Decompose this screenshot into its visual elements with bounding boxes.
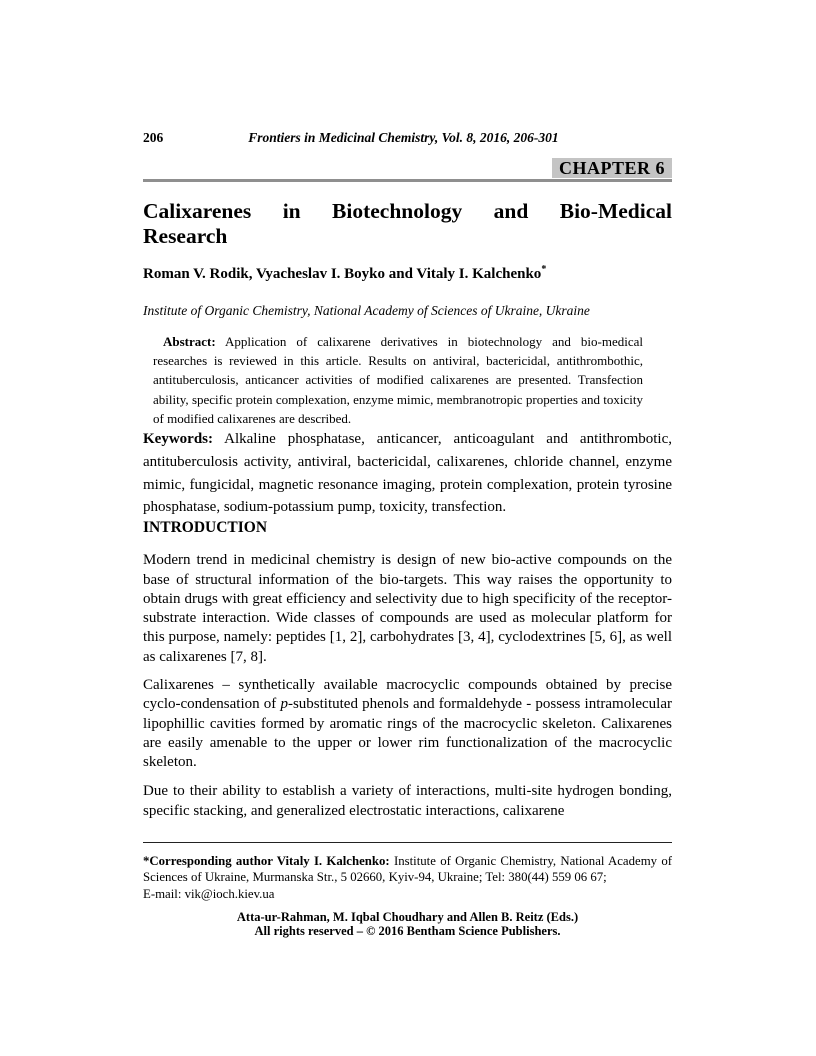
copyright-line: All rights reserved – © 2016 Bentham Science Publishers. [254,923,561,938]
running-title: Frontiers in Medicinal Chemistry, Vol. 8, 2016, 206-301 [248,130,559,145]
paragraph-2-text-post: -substituted phenols and formaldehyde - possess intramolecular lipophillic cavities formed by aromatic rings of the macrocyclic skeleton. Calixarenes are easily amenable to the upper or lower rim functionalization of the macrocyclic skeleton. [143,696,673,771]
abstract-label: Abstract: [163,334,216,349]
header-rule [143,179,672,182]
keywords-block [143,428,672,519]
paragraph-1: Modern trend in medicinal chemistry is design of new bio-active compounds on the base of structural information of the bio-targets. This way raises the opportunity to obtain drugs with great efficiency and selectivity due to high specificity of the receptor-substrate interaction. Wide classes of compounds are used as molecular platform for this purpose, namely: peptides [1, 2], carbohydrates [3, 4], cyclodextrines [5, 6], as well as calixarenes [7, 8]. [143,552,672,665]
abstract-text: Application of calixarene derivatives in biotechnology and bio-medical researches is reviewed in this article. Results on antiviral, bactericidal, antithrombothic, antituberculosis, anticancer activities of modified calixarenes are presented. Transfection ability, specific protein complexation, enzyme mimic, membranotropic properties and toxicity of modified calixarenes are described. [153,334,643,426]
email-line [143,886,672,902]
corresponding-author-marker: * [541,264,547,275]
chapter-badge: CHAPTER 6 [552,158,672,178]
corresponding-author-footnote [143,853,672,902]
introduction-heading: INTRODUCTION [143,519,268,537]
footnote-rule [143,842,672,843]
editors-line: Atta-ur-Rahman, M. Iqbal Choudhary and Allen B. Reitz (Eds.) [236,909,579,924]
paragraph-2-text-pre: Calixarenes – synthetically available macrocyclic compounds obtained by precise cyclo-condensation of [143,676,672,713]
abstract-block [153,332,643,428]
page-number: 206 [143,130,164,145]
paragraph-2 [143,676,672,772]
affiliation: Institute of Organic Chemistry, National Academy of Sciences of Ukraine, Ukraine [143,303,590,318]
keywords-label: Keywords: [143,431,213,448]
publisher-credits [143,911,672,939]
footnote-body [143,853,672,886]
paragraph-3: Due to their ability to establish a variety of interactions, multi-site hydrogen bonding, specific stacking, and generalized electrostatic interactions, calixarene [143,783,672,819]
chapter-title-line2: Research [143,224,228,248]
author-names: Roman V. Rodik, Vyacheslav I. Boyko and Vitaly I. Kalchenko [143,266,542,282]
email-address: vik@ioch.kiev.ua [184,886,275,901]
chapter-title [143,199,672,249]
paragraph-2-italic-p: p [280,696,288,713]
chapter-title-line1: Calixarenes in Biotechnology and Bio-Medical [143,199,672,223]
keywords-text: Alkaline phosphatase, anticancer, anticoagulant and antithrombotic, antituberculosis activity, antiviral, bactericidal, calixarenes, chloride channel, enzyme mimic, fungicidal, magnetic resonance imaging, protein complexation, protein tyrosine phosphatase, sodium-potassium pump, toxicity, transfection. [143,431,672,516]
running-header [143,130,672,145]
chapter-badge-row [143,158,672,179]
email-label: E-mail: [143,886,185,901]
footnote-text: Institute of Organic Chemistry, National Academy of Sciences of Ukraine, Murmanska Str., 5 02660, Kyiv-94, Ukraine; Tel: 380(44) 559 06 67; [143,854,672,885]
footnote-label: *Corresponding author Vitaly I. Kalchenko: [143,854,390,869]
authors-line [143,265,672,283]
